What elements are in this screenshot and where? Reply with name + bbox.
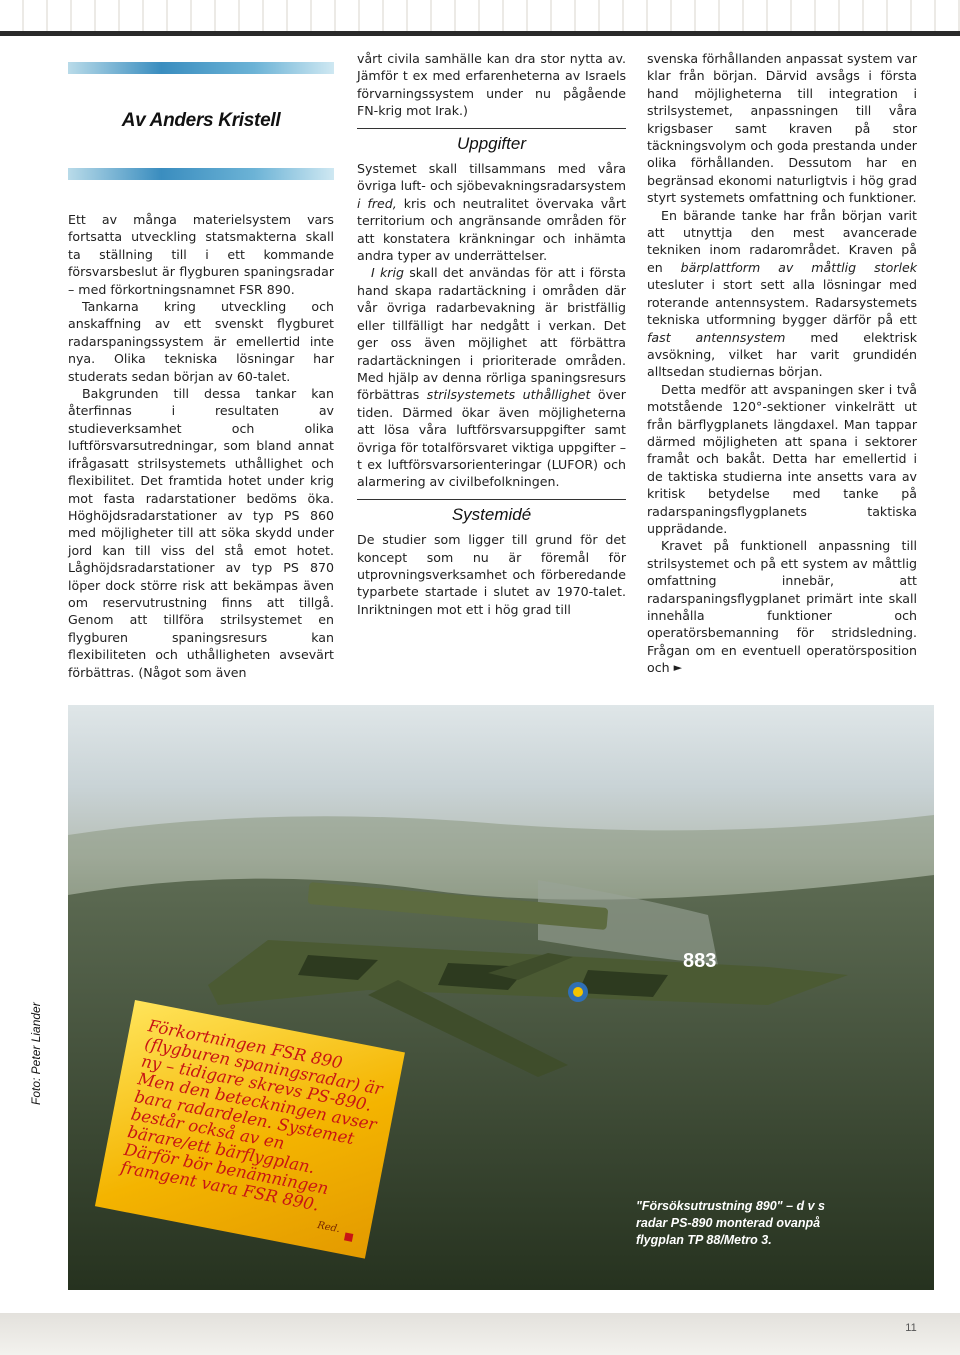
text-run: över tiden. Därmed ökar även möjligheterna att lösa våra luftförsvarsuppgifter samt övriga för totalförsvaret viktiga uppgifter – t ex luftförsvarsorienteringar (LUFOR) och alarmering av civilbefolkningen.	[357, 387, 626, 490]
text-run: Kravet på funktionell anpassning till strilsystemet och på ett system av måttlig omfattning innebär, att radarspaningsflygplanet primärt inte skall innehålla funktioner och operatörsbemanning för stridsledning. Frågan om en eventuell operatörsposition och	[647, 538, 917, 676]
paragraph: Bakgrunden till dessa tankar kan återfinnas i resultaten av studieverksamhet och olika luftförsvarsutredningar, som bland annat ifrågasatt strilsystemets uthållighet och flexibilitet. Det framtida hotet under krig mot fasta radarstationer bedöms öka. Höghöjdsradarstationer av typ PS 860 med möjligheter till att söka skydd under jord kan till viss del stå emot hotet. Låghöjdsradarstationer av typ PS 870 löper dock större risk att bekämpas även om reservutrustning finns att tillgå. Genom att tillföra strilsystemet en flygburen spaningsresurs kan flexibiliteten och uthålligheten avsevärt förbättras. (Något som även	[68, 386, 334, 680]
section-heading-uppgifter: Uppgifter	[457, 133, 526, 153]
emphasis: strilsystemets uthållighet	[426, 387, 591, 403]
emphasis: fast antennsystem	[647, 329, 786, 345]
text-run: kris och neutralitet övervaka vårt territorium och angränsande områden för att konstatera kränkningar och inhämta andra typer av underrättelser.	[357, 195, 627, 264]
paragraph: vårt civila samhälle kan dra stor nytta av. Jämför t ex med erfarenheterna av Israels förvarningssystem under nu pågående FN-krig mot Irak.)	[357, 51, 626, 119]
emphasis: I krig	[371, 265, 404, 281]
text-run: utesluter i stort sett alla lösningar med roterande antennsystem. Radarsystemets tekniska utformning bygger därför på ett	[647, 277, 917, 328]
article-column-1	[68, 211, 334, 681]
paragraph	[647, 537, 917, 676]
paragraph: Ett av många materielsystem vars fortsatta utveckling statsmakterna skall ta ställning till i ett kommande försvarsbeslut är flygburen spaningsradar – med förkortningsnamnet FSR 890.	[68, 212, 334, 297]
photo-credit-text: Foto: Peter Liander	[29, 1002, 43, 1105]
text-run: skall det användas för att i första hand skapa radartäckning i områden där vår övriga radarbevakning är bristfällig eller tillfälligt har nedgått i verkan. Det ger oss även möjlighet att förbättra radartäckningen i prioriterade områden. Med hjälp av denna rörliga spaningsresurs förbättras	[357, 265, 626, 403]
article-column-2	[357, 50, 626, 618]
end-mark-icon	[344, 1232, 353, 1241]
page-number: 11	[905, 1322, 917, 1334]
page-footer-bar	[0, 1313, 960, 1355]
section-heading-systemide: Systemidé	[451, 504, 532, 524]
paragraph	[357, 160, 626, 264]
paragraph: Tankarna kring utveckling och anskaffning av ett svenskt flygburet radarspaningssystem är emellertid inte nya. Olika tekniska lösningar har studerats sedan början av 60-talet.	[68, 299, 334, 384]
article-column-3	[647, 50, 917, 677]
byline: Av Anders Kristell	[121, 110, 281, 131]
section-divider	[357, 499, 626, 500]
paragraph: Detta medför att avspaningen sker i två motstående 120°-sektioner vinkelrätt ut från bärflygplanets längdaxel. Man tappar därmed möjligheten att spana i sektorer framåt och bakåt. Detta har emellertid i de taktiska studierna inte ansetts vara av kritisk betydelse med tanke på radarspaningsflygplanets taktiska upprädande.	[647, 381, 917, 536]
callout-signature: Red.	[316, 1220, 341, 1236]
paragraph: De studier som ligger till grund för det koncept som nu är föremål för utprovningsverksamhet och förberedande typarbete startade i slutet av 1970-talet. Inriktningen mot ett i hög grad till	[357, 532, 626, 617]
paragraph	[647, 207, 917, 381]
continue-arrow-icon: ►	[673, 661, 683, 675]
aircraft-number: 883	[683, 950, 717, 972]
text-run: Systemet skall tillsammans med våra övriga luft- och sjöbevakningsradarsystem	[357, 161, 626, 194]
text-run: med elektrisk avsökning, vilket har varit grundidén alltsedan studiernas början.	[647, 329, 917, 380]
emphasis: i fred,	[357, 195, 397, 211]
paragraph	[357, 264, 626, 490]
photo-caption: "Försöksutrustning 890" – d v s radar PS-890 monterad ovanpå flygplan TP 88/Metro 3.	[636, 1199, 825, 1247]
callout-text: Förkortningen FSR 890 (flygburen spaningsradar) är ny – tidigare skrevs PS-890. Men den beteckningen avser bara radardelen. Systemet består också av en bärare/ett bärflygplan. Därför bör benämningen framgent vara FSR 890.	[119, 1016, 385, 1215]
emphasis: bärplattform av måttlig storlek	[680, 259, 917, 275]
paragraph: svenska förhållanden anpassat system var klar från början. Därvid avsågs i första hand möjligheterna till integration i strilsystemet, anpassningen till våra krigsbaser samt kraven på stor täckningsvolym och goda prestanda under olika förhållanden. Dessutom har en begränsad ekonomi naturligtvis i hög grad styrt systemets omfattning och funktioner.	[647, 51, 917, 206]
section-divider	[357, 128, 626, 129]
byline-bottom-stripe	[68, 168, 334, 180]
page-header-bar	[0, 0, 960, 36]
text-run: En bärande tanke har från början varit att utnyttja den mest avancerade tekniken inom radarområdet. Kraven på en	[647, 207, 917, 275]
byline-top-stripe	[68, 62, 334, 74]
